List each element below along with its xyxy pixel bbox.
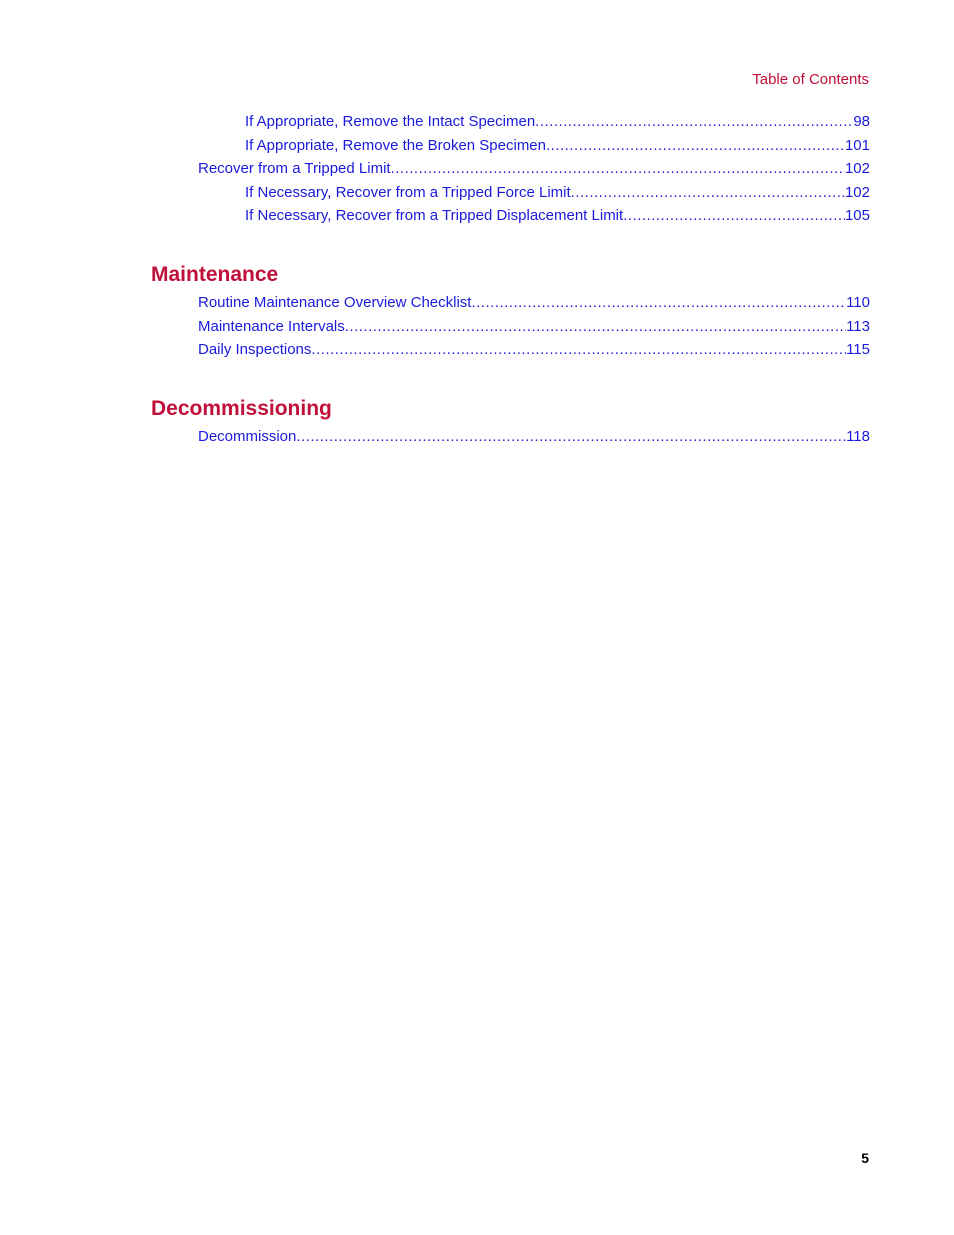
toc-entry-page: 113 — [846, 318, 870, 335]
toc-entry[interactable] — [245, 112, 870, 132]
dot-leader — [546, 136, 845, 156]
page-number: 5 — [861, 1150, 869, 1166]
toc-entry-page: 102 — [844, 160, 870, 177]
toc-entry[interactable] — [198, 427, 870, 447]
toc-entry-title: If Necessary, Recover from a Tripped Displacement Limit — [245, 207, 624, 224]
dot-leader — [535, 112, 853, 132]
dot-leader — [311, 340, 846, 360]
toc-entry[interactable] — [198, 293, 870, 313]
toc-entry-title: Maintenance Intervals — [198, 318, 345, 335]
toc-entry-title: If Appropriate, Remove the Broken Specimen — [245, 137, 546, 154]
toc-entry-title: If Appropriate, Remove the Intact Specimen — [245, 113, 536, 130]
section-heading: Maintenance — [151, 263, 279, 286]
section-heading: Decommissioning — [151, 397, 332, 420]
toc-entry-page: 118 — [846, 428, 870, 445]
toc-entry-title: Decommission — [198, 428, 297, 445]
dot-leader — [471, 293, 846, 313]
toc-entry-page: 98 — [853, 113, 870, 130]
toc-entry[interactable] — [245, 206, 870, 226]
dot-leader — [345, 317, 846, 337]
toc-entry[interactable] — [245, 183, 870, 203]
toc-entry-page: 110 — [846, 294, 870, 311]
toc-entry[interactable] — [198, 317, 870, 337]
dot-leader — [391, 159, 845, 179]
toc-entry-page: 101 — [844, 137, 870, 154]
toc-entry-page: 102 — [844, 184, 870, 201]
toc-entry-title: Daily Inspections — [198, 341, 312, 358]
toc-entry-page: 115 — [846, 341, 870, 358]
toc-entry-page: 105 — [844, 207, 870, 224]
dot-leader — [623, 206, 845, 226]
toc-entry-title: Recover from a Tripped Limit — [198, 160, 391, 177]
running-header-title: Table of Contents — [752, 71, 869, 88]
dot-leader — [571, 183, 845, 203]
toc-entry[interactable] — [198, 159, 870, 179]
toc-entry[interactable] — [198, 340, 870, 360]
dot-leader — [296, 427, 846, 447]
toc-entry-title: If Necessary, Recover from a Tripped Force Limit — [245, 184, 571, 201]
toc-entry[interactable] — [245, 136, 870, 156]
toc-entry-title: Routine Maintenance Overview Checklist — [198, 294, 472, 311]
